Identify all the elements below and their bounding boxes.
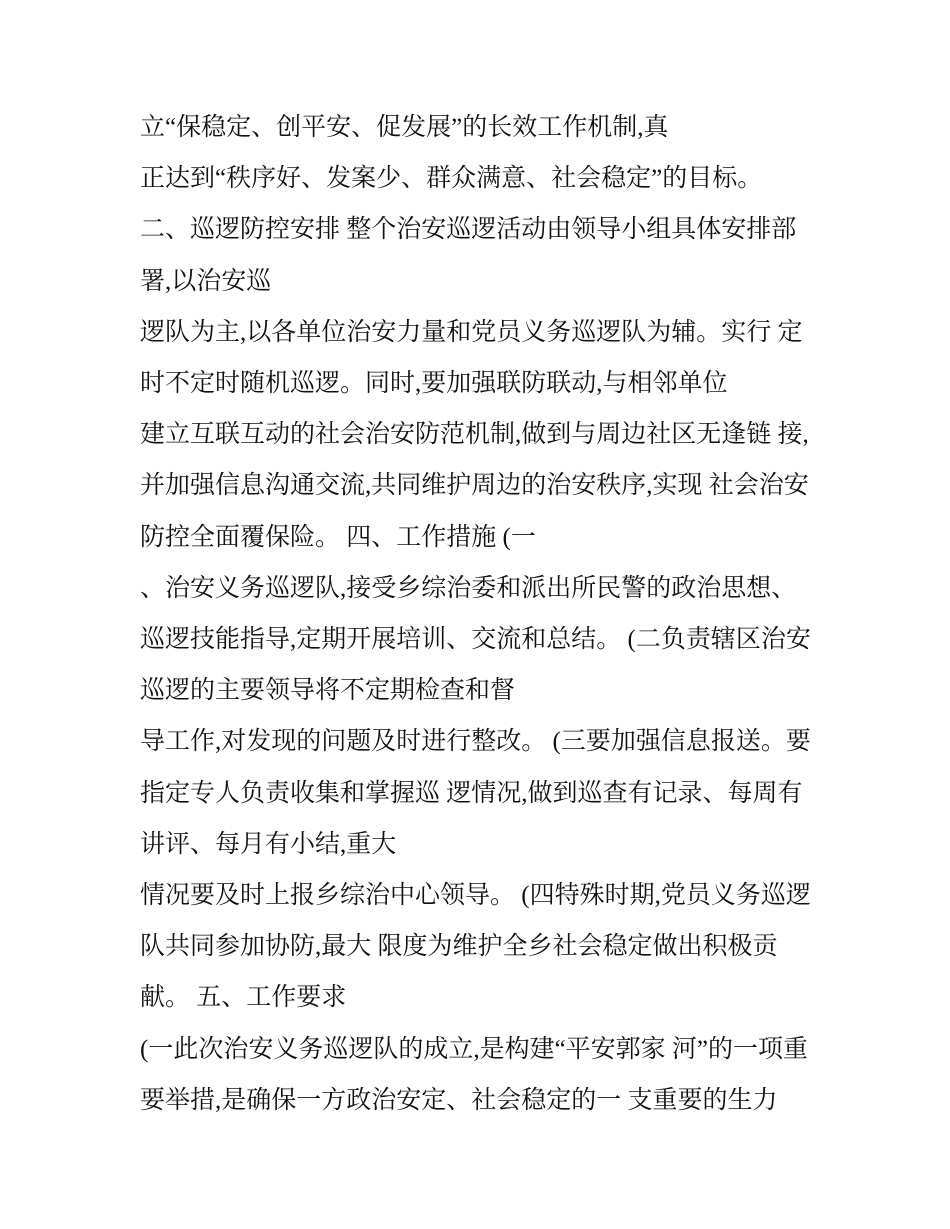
text-line: 情况要及时上报乡综治中心领导。 (四特殊时期,党员义务巡逻 (140, 882, 811, 909)
text-line: 建立互联互动的社会治安防范机制,做到与周边社区无逢链 接, (140, 421, 809, 448)
text-line: 正达到“秩序好、发案少、群众满意、社会稳定”的目标。 (140, 165, 763, 192)
text-line: (一此次治安义务巡逻队的成立,是构建“平安郭家 河”的一项重 (140, 1036, 809, 1063)
text-line: 要举措,是确保一方政治安定、社会稳定的一 支重要的生力 (140, 1087, 778, 1114)
text-line: 防控全面覆保险。 四、工作措施 (一 (140, 524, 536, 551)
text-line: 队共同参加协防,最大 限度为维护全乡社会稳定做出积极贡 (140, 933, 778, 960)
text-line: 献。 五、工作要求 (140, 984, 347, 1011)
text-line: 署,以治安巡 (140, 268, 272, 295)
text-line: 、治安义务巡逻队,接受乡综治委和派出所民警的政治思想、 (140, 575, 797, 602)
text-line: 巡逻技能指导,定期开展培训、交流和总结。 (二负责辖区治安 (140, 626, 811, 653)
text-line: 时不定时随机巡逻。同时,要加强联防联动,与相邻单位 (140, 370, 728, 397)
text-line: 导工作,对发现的问题及时进行整改。 (三要加强信息报送。要 (140, 728, 811, 755)
text-line: 逻队为主,以各单位治安力量和党员义务巡逻队为辅。实行 定 (140, 319, 803, 346)
text-line: 讲评、每月有小结,重大 (140, 831, 397, 858)
text-line: 指定专人负责收集和掌握巡 逻情况,做到巡查有记录、每周有 (140, 780, 803, 807)
text-line: 二、巡逻防控安排 整个治安巡逻活动由领导小组具体安排部 (140, 216, 797, 243)
text-line: 并加强信息沟通交流,共同维护周边的治安秩序,实现 社会治安 (140, 472, 809, 499)
text-line: 巡逻的主要领导将不定期检查和督 (140, 677, 516, 704)
text-line: 立“保稳定、创平安、促发展”的长效工作机制,真 (140, 114, 669, 141)
